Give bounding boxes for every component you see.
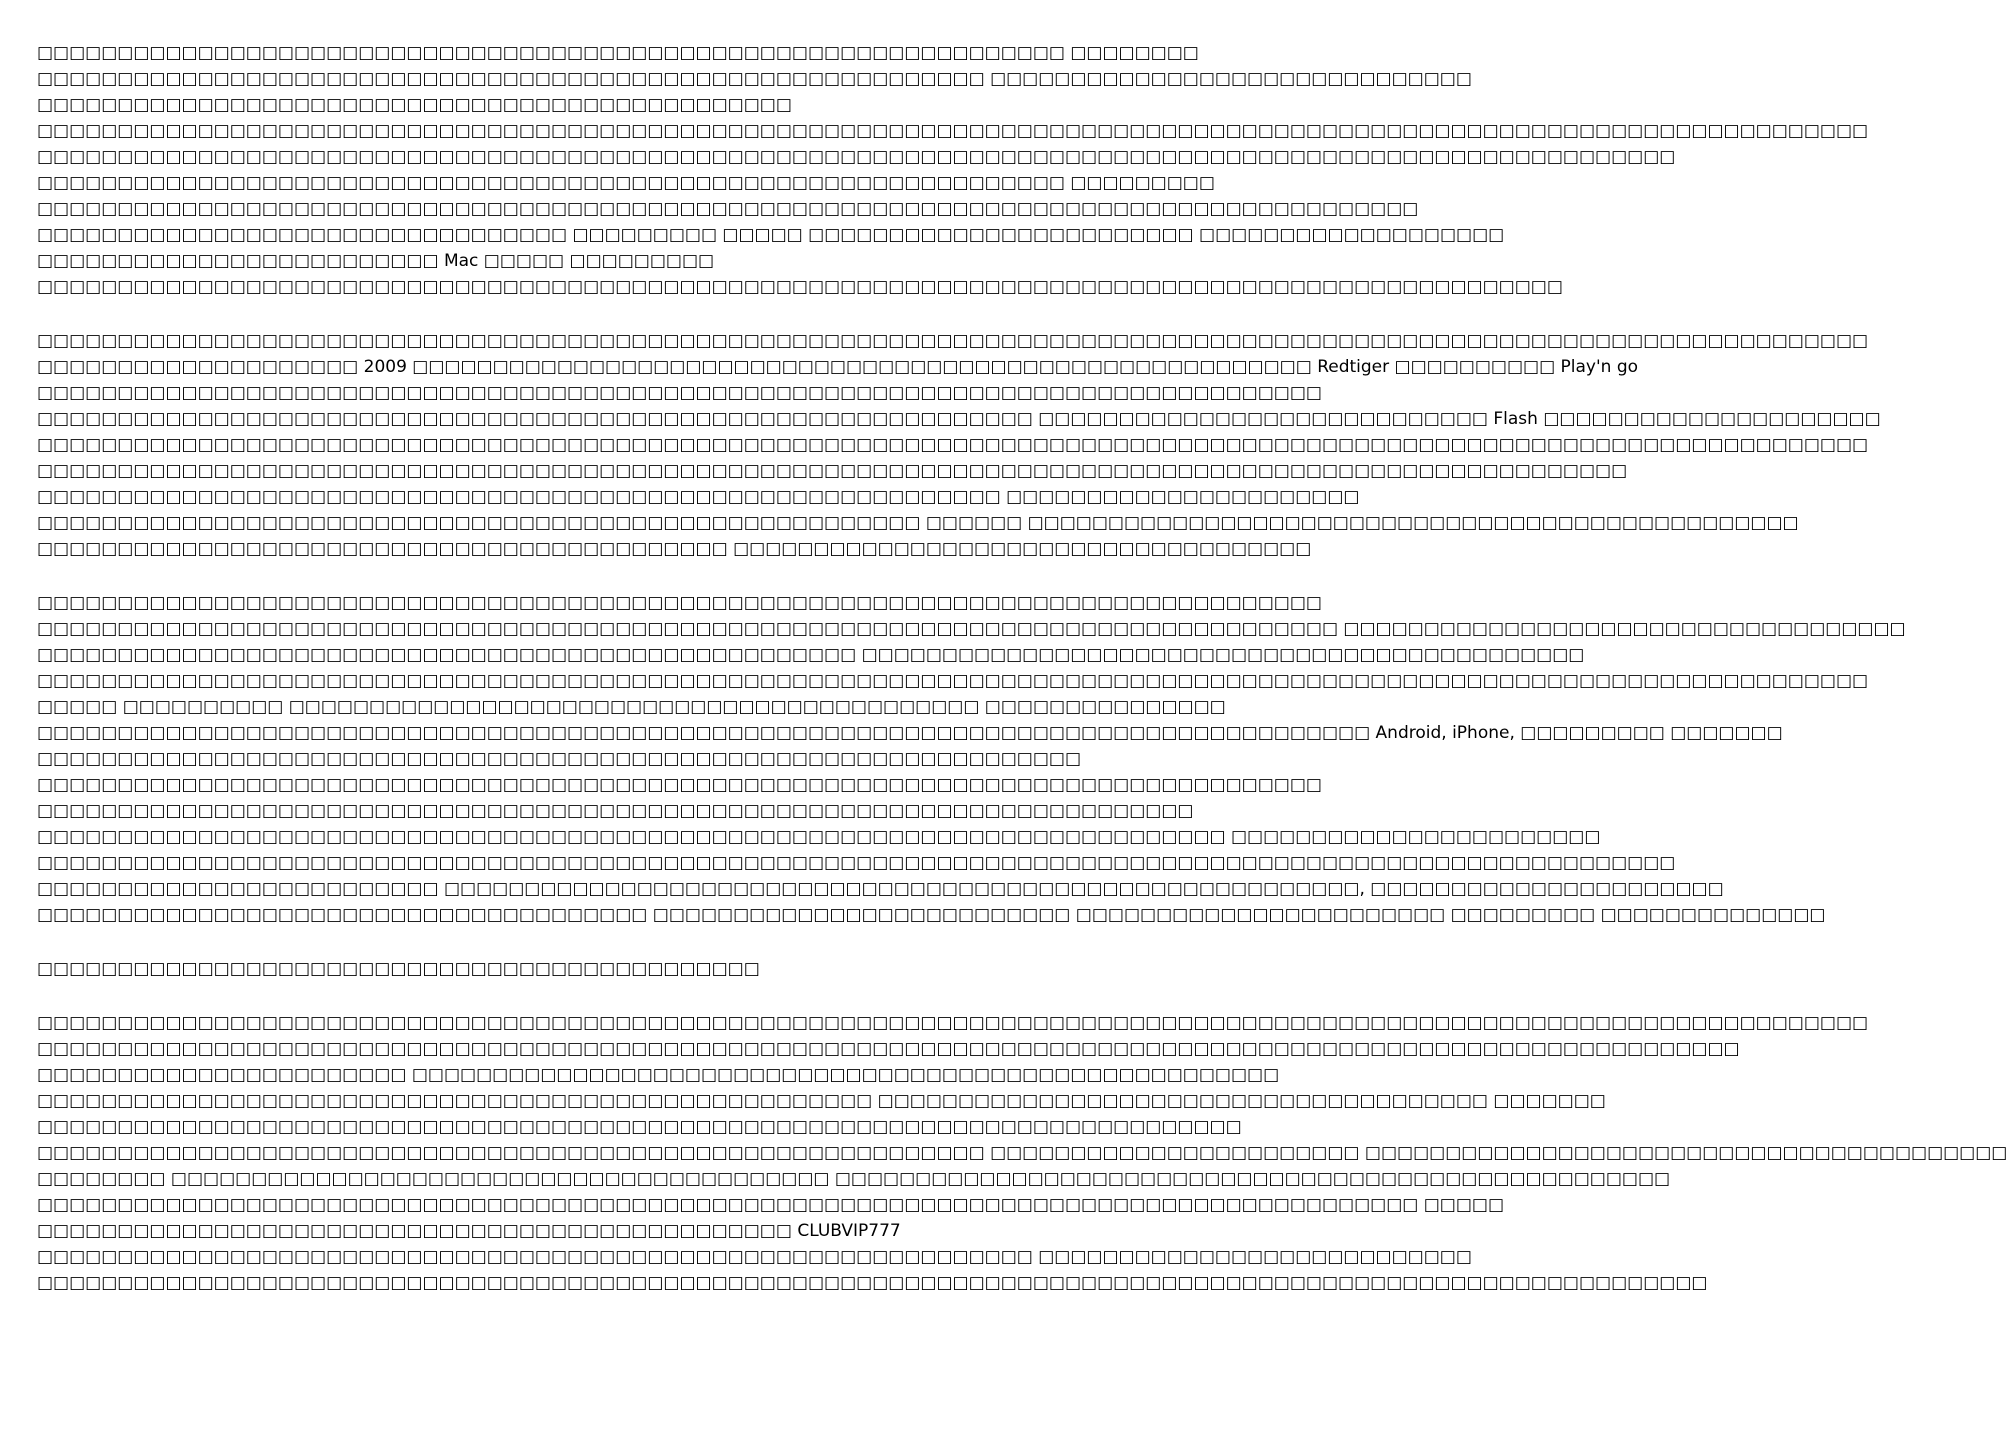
text-line: □□□□□□□□□□□□□□□□□□□□□□□□□□□□□□□□□□□□□□□□□□□□□□□□□□□□□□□□□□□□□□ □□□□□□□□□□□□□□□□□□□□□□□□□□□ [37,1247,1472,1267]
text-line: □□□□□□□□□□□□□□□□□□□□□□□□□□□□□□□□□□□□□□□□□□□□□□□□□□□□□□□□□□□□□□□□□□□□□□□□□□□□□□□□□ □□□□□□□□□□□□□□□□□□□□□□□□□□□□□□□□□□□ [37,619,1906,639]
text-line: □□□□□□□□□□□□□□□□□□□□□□□□□□□□□□□□□□□□□□□□□□□□□□□□□□□□□□□□□□□□□□□□□□□□□□□□□□□□□□□□□□□□□□ [37,199,1419,219]
text-line: □□□□□□□□□□□□□□□□□□□□□□□□□□□□□□□□□□□□□□□□□□□□□□□□□□□□□□□□□□□□□□□□□□□□□□□□□□□□□□□□□□□□□□□□□□□□□□□□□□□ [37,461,1628,481]
text-line: □□□□□□□□□□□□□□□□□□□□ 2009 □□□□□□□□□□□□□□□□□□□□□□□□□□□□□□□□□□□□□□□□□□□□□□□□□□□□□□□□ Redtiger □□□□□□□□□□ Play'n go [37,357,1639,377]
text-line: □□□□□□□□□□□□□□□□□□□□□□□□□□□□□□□□□□□□□□ □□□□□□□□□□□□□□□□□□□□□□□□□□ □□□□□□□□□□□□□□□□□□□□□□□ □□□□□□□□□ □□□□□□□□□□□□□□ [37,905,1826,925]
text-line: □□□□□□□□□□□□□□□□□□□□□□□□□□□□□□□□□□□□□□□□□□□□□□□□□□□□□□□□□□□□□□□□□□□□□□□□□□□□□□□□□□□□□□□□□□□□□□□□□□□□□□□□□□□□□□□□□□ [37,671,1869,691]
paragraph-2 [37,328,1881,562]
text-line: □□□□□□□□□□□□□□□□□□□□□□□□□□□□□□□□□□□□□□□□□□□□□□□□□□□□□□□□□□□□ □□□□□□□□□□□□□□□□□□□□□□ [37,487,1360,507]
paragraph-5 [37,1010,2007,1296]
text-line: □□□□□□□□□□□□□□□□□□□□□□□□□□□□□□□□□□□□□□□□□□□□□□□□□□□□□□□ □□□□□□ □□□□□□□□□□□□□□□□□□□□□□□□□□□□□□□□□□□□□□□□□□□□□□□□ [37,513,1799,533]
text-line: □□□□□□□□□□□□□□□□□□□□□□□□□□□□□□□□□□□□□□□□□□□□□□□□□□□□□□□□□□□□□□□□□□□□□□□□ [37,801,1194,821]
text-line: □□□□□□□□□□□□□□□□□□□□□□□□□□□□□□□□□□□□□□□□□□□□□□□□□□□□□□□□□□□□□□□□□□□□□□□□□□□□□□□□□□□□□□ □□□□□ [37,1195,1505,1215]
text-line: □□□□□□□□□□□□□□□□□□□□□□□□□□□□□□□□□□□□□□□□□□□□□ [37,959,760,979]
document-body [37,40,2007,1324]
text-line: □□□□□□□□□□□□□□□□□□□□□□□□□□□□□□□□□□□□□□□□□□□□□□□□□□□□□□□□□□□□□□□□□□□□□□□□□□□□□□□□□□□□□□□□□□□□□□□□□□□□□□□□□□□□□□□□□□ [37,121,1869,141]
paragraph-1 [37,40,1869,300]
text-line: □□□□□□□□□□□□□□□□□□□□□□□□□□□□□□□□□□□□□□□□□□□□□□□ CLUBVIP777 [37,1221,901,1241]
text-line: □□□□□□□□□□□□□□□□□□□□□□□□□□□□□□□□□□□□□□□□□□□□□□□□□□□□□□□□□□□□□□□□□ [37,749,1082,769]
text-line: □□□□□□□□□□□□□□□□□□□□□□□□□□□□□□□□□□□□□□□□□□□□□□□□□□□□□□□□□□□□□□ □□□□□□□□□□□□□□□□□□□□□□□□□□□□ Flash □□□□□□□□□□□□□□□□□□□□□ [37,409,1881,429]
text-line: □□□□□□□□□□□□□□□□□□□□□□□□□□□□□□□□□□□□□□□□□□□□□□□□□□□□□□□□□□□□□□□□□□□□□□□□□□□□□□□□□□□□□□□□□□□□□□□□□□□□□□□□□□□□□□□□□□ [37,331,1869,351]
text-line: □□□□□□□□□□□□□□□□□□□□□□□□□□□□□□□□□□□□□□□□□□□□□□□□□□□□□□□□□□□□□□□□□□□□□□□□□□□□□□□□□□□□□□□□□□□□□□□□□□□□□□ [37,147,1676,167]
text-line: □□□□□□□□□□□□□□□□□□□□□□□□□□□□□□□□□□□□□□□□□□□□□□□□□□□□□□□□□□□□□□□□□□□□□□□□□□□□□□□□ [37,383,1322,403]
text-line: □□□□□□□□□□□□□□□□□□□□□□□□□□□□□□□□□□□□□□□□□□□□□□□ [37,95,792,115]
text-line: □□□□□□□□□□□□□□□□□□□□□□□□□□□□□□□□□□□□□□□□□□□□□□□□□□□ □□□□□□□□□□□□□□□□□□□□□□□□□□□□□□□□□□□□□□□□□□□□□ [37,645,1585,665]
text-line: □□□□□□□□□□□□□□□□□□□□□□□□□□□□□□□□□□□□□□□□□□□□□□□□□□□□□□□□□□□□□□□□□□□□□□□□□□□□□□□□ [37,775,1322,795]
text-line: □□□□□□□□□□□□□□□□□□□□□□□□□□□□□□□□□□□□□□□□□□□□□□□□□□□□□□□□□□□□□□□□□□□□□□□□□□□□□□□□□□□□□□□□□□□□□□□ [37,277,1563,297]
text-line: □□□□□□□□□□□□□□□□□□□□□□□□□□□□□□□□□□□□□□□□□□□□□□□□□□□□□□□□□□□ □□□□□□□□□□□□□□□□□□□□□□□□□□□□□□ [37,69,1472,89]
text-line: □□□□□□□□ □□□□□□□□□□□□□□□□□□□□□□□□□□□□□□□□□□□□□□□□□ □□□□□□□□□□□□□□□□□□□□□□□□□□□□□□□□□□□□□□□□□□□□□□□□□□□□ [37,1169,1671,1189]
text-line: □□□□□□□□□□□□□□□□□□□□□□□□□□□□□□□□□□□□□□□□□□□□□□□□□□□□ □□□□□□□□□□□□□□□□□□□□□□□□□□□□□□□□□□□□□□ □□□□□□□ [37,1091,1606,1111]
text-line: □□□□□□□□□□□□□□□□□□□□□□□□□□□□□□□□□□□□□□□□□□□□□□□□□□□□□□□□□□□□□□□□ □□□□□□□□□ [37,173,1215,193]
text-line: □□□□□□□□□□□□□□□□□□□□□□□□□□□□□□□□□□□□□□□□□□□□□□□□□□□□□□□□□□□□□□□□□□□□□□□□□□□ [37,1117,1242,1137]
text-line: □□□□□□□□□□□□□□□□□□□□□□□□□□□□□□□□□□□□□□□□□□□□□□□□□□□□□□□□□□□□□□□□□□□□□□□□□□□□□□□□□□□□□□□□□□□□□□□□□□□□□□□□□□ [37,1039,1740,1059]
text-line: □□□□□□□□□□□□□□□□□□□□□□□□□ Mac □□□□□ □□□□□□□□□ [37,251,715,271]
text-line: □□□□□□□□□□□□□□□□□□□□□□□□□□□□□□□□□□□□□□□□□□□□□□□□□□□□□□□□□□□□□□□□□□□□□□□□□□□□□□□□□□□□□□□□□□□□□□□□□□□□□□□□□□□□□□□□□□ [37,1013,1869,1033]
paragraph-4 [37,956,1024,982]
text-line: □□□□□□□□□□□□□□□□□□□□□□□□□□□□□□□□□□□□□□□□□□□□□□□□□□□□□□□□□□□ □□□□□□□□□□□□□□□□□□□□□□□ □□□□□□□□□□□□□□□□□□□□□□□□□□□□□□□□□□□□□□□□ [37,1143,2007,1163]
text-line: □□□□□□□□□□□□□□□□□□□□□□□□□□□□□□□□□□□□□□□□□□□□□□□□□□□□□□□□□□□□□□□□□□□□□□□□□□ □□□□□□□□□□□□□□□□□□□□□□□ [37,827,1601,847]
text-line: □□□□□□□□□□□□□□□□□□□□□□□□□□□□□□□□□□□□□□□□□□□□□□□□□□□□□□□□□□□□□□□□□□□□□□□□□□□□□□□□□□□□□□□□□□□□□□□□□□□□□□□□□□□□□□□□□□ [37,435,1869,455]
text-line: □□□□□□□□□□□□□□□□□□□□□□□□□□□□□□□□□□□□□□□□□□□□□□□□□□□□□□□□□□□□□□□□□□□□□□□□□□□□□□□□□□□□□□□□□□□□□□□□□□□□□□ [37,853,1676,873]
text-line: □□□□□□□□□□□□□□□□□□□□□□□□□□□□□□□□□□□□□□□□□□□□□□□□□□□□□□□□□□□□□□□□ □□□□□□□□ [37,43,1199,63]
text-line: □□□□□□□□□□□□□□□□□□□□□□□□□□□□□□□□□□□□□□□□□□□□□□□□□□□□□□□□□□□□□□□□□□□□□□□□□□□□□□□□□□□ Android, iPhone, □□□□□□□□□ □□□□□□□ [37,723,1783,743]
text-line: □□□□□□□□□□□□□□□□□□□□□□□□□ □□□□□□□□□□□□□□□□□□□□□□□□□□□□□□□□□□□□□□□□□□□□□□□□□□□□□□□□□, □□□□□□□□□□□□□□□□□□□□□□ [37,879,1724,899]
text-line: □□□□□□□□□□□□□□□□□□□□□□□□□□□□□□□□□□□□□□□□□□□ □□□□□□□□□□□□□□□□□□□□□□□□□□□□□□□□□□□□ [37,539,1312,559]
text-line: □□□□□□□□□□□□□□□□□□□□□□□ □□□□□□□□□□□□□□□□□□□□□□□□□□□□□□□□□□□□□□□□□□□□□□□□□□□□□□ [37,1065,1280,1085]
paragraph-3 [37,590,1906,928]
text-line: □□□□□□□□□□□□□□□□□□□□□□□□□□□□□□□□□□□□□□□□□□□□□□□□□□□□□□□□□□□□□□□□□□□□□□□□□□□□□□□□ [37,593,1322,613]
text-line: □□□□□ □□□□□□□□□□ □□□□□□□□□□□□□□□□□□□□□□□□□□□□□□□□□□□□□□□□□□□ □□□□□□□□□□□□□□□ [37,697,1226,717]
text-line: □□□□□□□□□□□□□□□□□□□□□□□□□□□□□□□□□ □□□□□□□□□ □□□□□ □□□□□□□□□□□□□□□□□□□□□□□□ □□□□□□□□□□□□□□□□□□□ [37,225,1505,245]
text-line: □□□□□□□□□□□□□□□□□□□□□□□□□□□□□□□□□□□□□□□□□□□□□□□□□□□□□□□□□□□□□□□□□□□□□□□□□□□□□□□□□□□□□□□□□□□□□□□□□□□□□□□□ [37,1273,1708,1293]
